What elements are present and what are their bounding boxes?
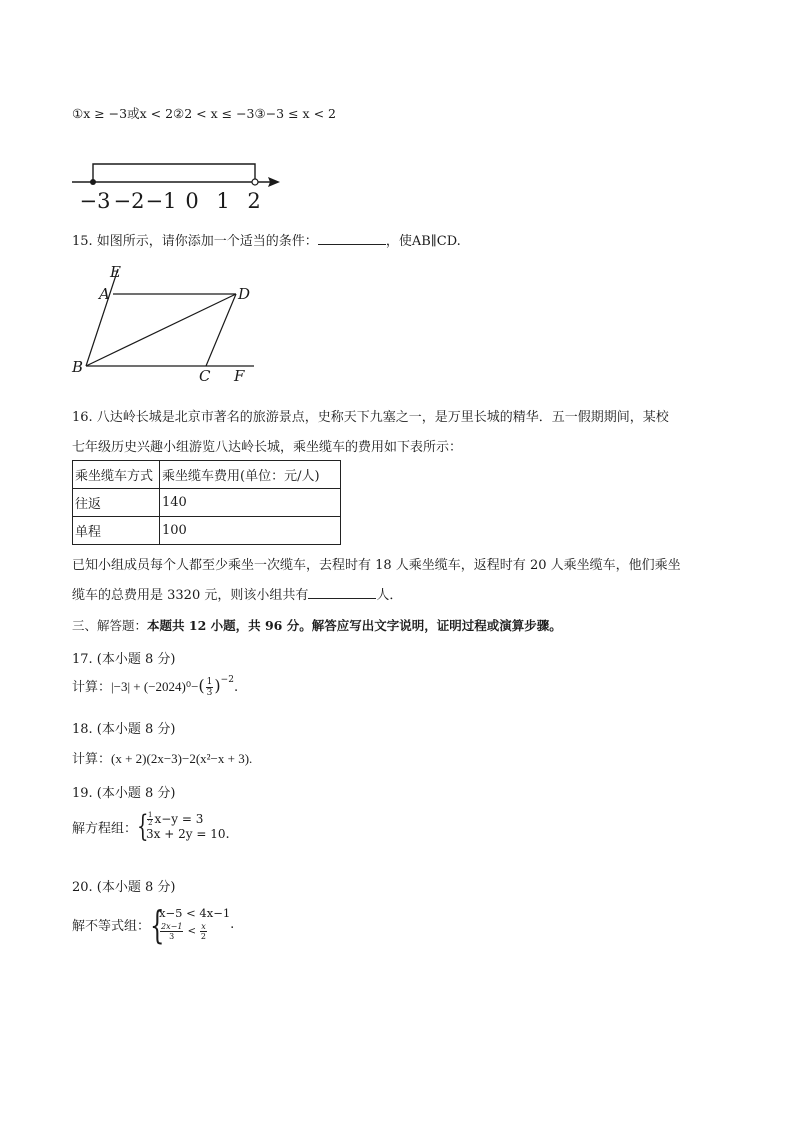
equation-row: 3x + 2y = 10 bbox=[146, 827, 226, 841]
line-EB bbox=[86, 269, 118, 366]
label-F: F bbox=[234, 367, 245, 385]
table-cell: 单程 bbox=[73, 517, 160, 545]
inequality-row: x−5 < 4x−1 bbox=[159, 906, 231, 920]
open-endpoint-icon bbox=[252, 179, 258, 185]
tick-label: 0 bbox=[185, 189, 199, 213]
table-header-cell: 乘坐缆车方式 bbox=[73, 461, 160, 489]
label-D: D bbox=[238, 285, 251, 303]
q18-expr: (x + 2)(2x−3)−2(x²−x + 3). bbox=[111, 751, 253, 766]
q17-title: 17. (本小题 8 分) bbox=[72, 652, 176, 667]
section-instructions: 本题共 12 小题，共 96 分。解答应写出文字说明，证明过程或演算步骤。 bbox=[147, 618, 562, 633]
inequality-system bbox=[150, 903, 231, 947]
q17-fraction: $\frac{1}{3}$ bbox=[206, 677, 213, 698]
table-row bbox=[73, 489, 341, 517]
number-line-figure bbox=[70, 158, 290, 214]
q19-system: 解方程组： { $\frac{1}{2}$ x−y = 3 3x + 2y = 10 . bbox=[72, 809, 230, 844]
q16-line4-suffix: 人． bbox=[376, 588, 403, 603]
segment-BD bbox=[86, 294, 236, 366]
tick-label: 2 bbox=[247, 189, 261, 213]
label-A: A bbox=[99, 285, 110, 303]
section-label: 三、解答题： bbox=[72, 618, 148, 633]
solution-interval-bracket bbox=[93, 164, 255, 182]
q20-prefix: 解不等式组： bbox=[72, 919, 151, 934]
section-heading bbox=[72, 616, 562, 634]
table-cell: 100 bbox=[160, 517, 341, 545]
label-E: E bbox=[110, 263, 121, 281]
cable-car-fare-table bbox=[72, 460, 341, 545]
q18-expression bbox=[72, 748, 252, 767]
closed-endpoint-icon bbox=[90, 179, 96, 185]
q18-prefix: 计算： bbox=[72, 752, 112, 767]
q15-question bbox=[72, 230, 461, 249]
inequality-row: $\frac{2x-1}{3}$ < $\frac{x}{2}$ bbox=[161, 922, 206, 941]
q15-suffix: ，使AB∥CD. bbox=[385, 234, 461, 249]
brace-icon: { bbox=[137, 809, 149, 844]
table-header-row bbox=[73, 461, 341, 489]
table-cell: 往返 bbox=[73, 489, 160, 517]
table-row bbox=[73, 517, 341, 545]
tick-label: −1 bbox=[145, 189, 177, 213]
q16-line3: 已知小组成员每个人都至少乘坐一次缆车，去程时有 18 人乘坐缆车，返程时有 20 人乘坐缆车，他们乘坐 bbox=[72, 558, 681, 573]
q17-expr: |−3| + (−2024)⁰− bbox=[111, 679, 199, 694]
brace-icon: { bbox=[150, 903, 165, 947]
answer-blank[interactable] bbox=[318, 244, 386, 245]
q14-options: ①x ≥ −3或x < 2②2 < x ≤ −3③−3 ≤ x < 2 bbox=[72, 106, 336, 121]
q16-line4 bbox=[72, 584, 402, 603]
q15-prefix: 15. 如图所示，请你添加一个适当的条件： bbox=[72, 234, 318, 249]
q17-prefix: 计算： bbox=[72, 680, 112, 695]
q17-expression: 计算：|−3| + (−2024)⁰−( $\frac{1}{3}$ )$^{-2}$. bbox=[72, 674, 239, 698]
q16-line2: 七年级历史兴趣小组游览八达岭长城，乘坐缆车的费用如下表所示： bbox=[72, 440, 463, 455]
q17-exponent: −2 bbox=[220, 674, 234, 685]
q19-title: 19. (本小题 8 分) bbox=[72, 786, 176, 801]
answer-blank[interactable] bbox=[308, 598, 376, 599]
q16-line4-prefix: 缆车的总费用是 3320 元，则该小组共有 bbox=[72, 588, 309, 603]
tick-label: 1 bbox=[216, 189, 230, 213]
tick-label: −3 bbox=[79, 189, 111, 213]
table-cell: 140 bbox=[160, 489, 341, 517]
segment-DC bbox=[206, 294, 236, 366]
q20-system: 解不等式组： { x−5 < 4x−1 $\frac{2x-1}{3}$ < $\frac{x}{2}$ . bbox=[72, 903, 235, 947]
q20-title: 20. (本小题 8 分) bbox=[72, 880, 176, 895]
q18-title: 18. (本小题 8 分) bbox=[72, 722, 176, 737]
label-B: B bbox=[72, 358, 84, 376]
table-header-cell: 乘坐缆车费用(单位：元/人) bbox=[160, 461, 341, 489]
q16-line1: 16. 八达岭长城是北京市著名的旅游景点，史称天下九塞之一，是万里长城的精华．五一假期期间，某校 bbox=[72, 410, 669, 425]
parallelogram-figure bbox=[68, 262, 268, 386]
equation-row: $\frac{1}{2}$ x−y = 3 bbox=[148, 811, 204, 827]
q19-prefix: 解方程组： bbox=[72, 821, 138, 837]
label-C: C bbox=[199, 367, 211, 385]
tick-label: −2 bbox=[113, 189, 145, 213]
